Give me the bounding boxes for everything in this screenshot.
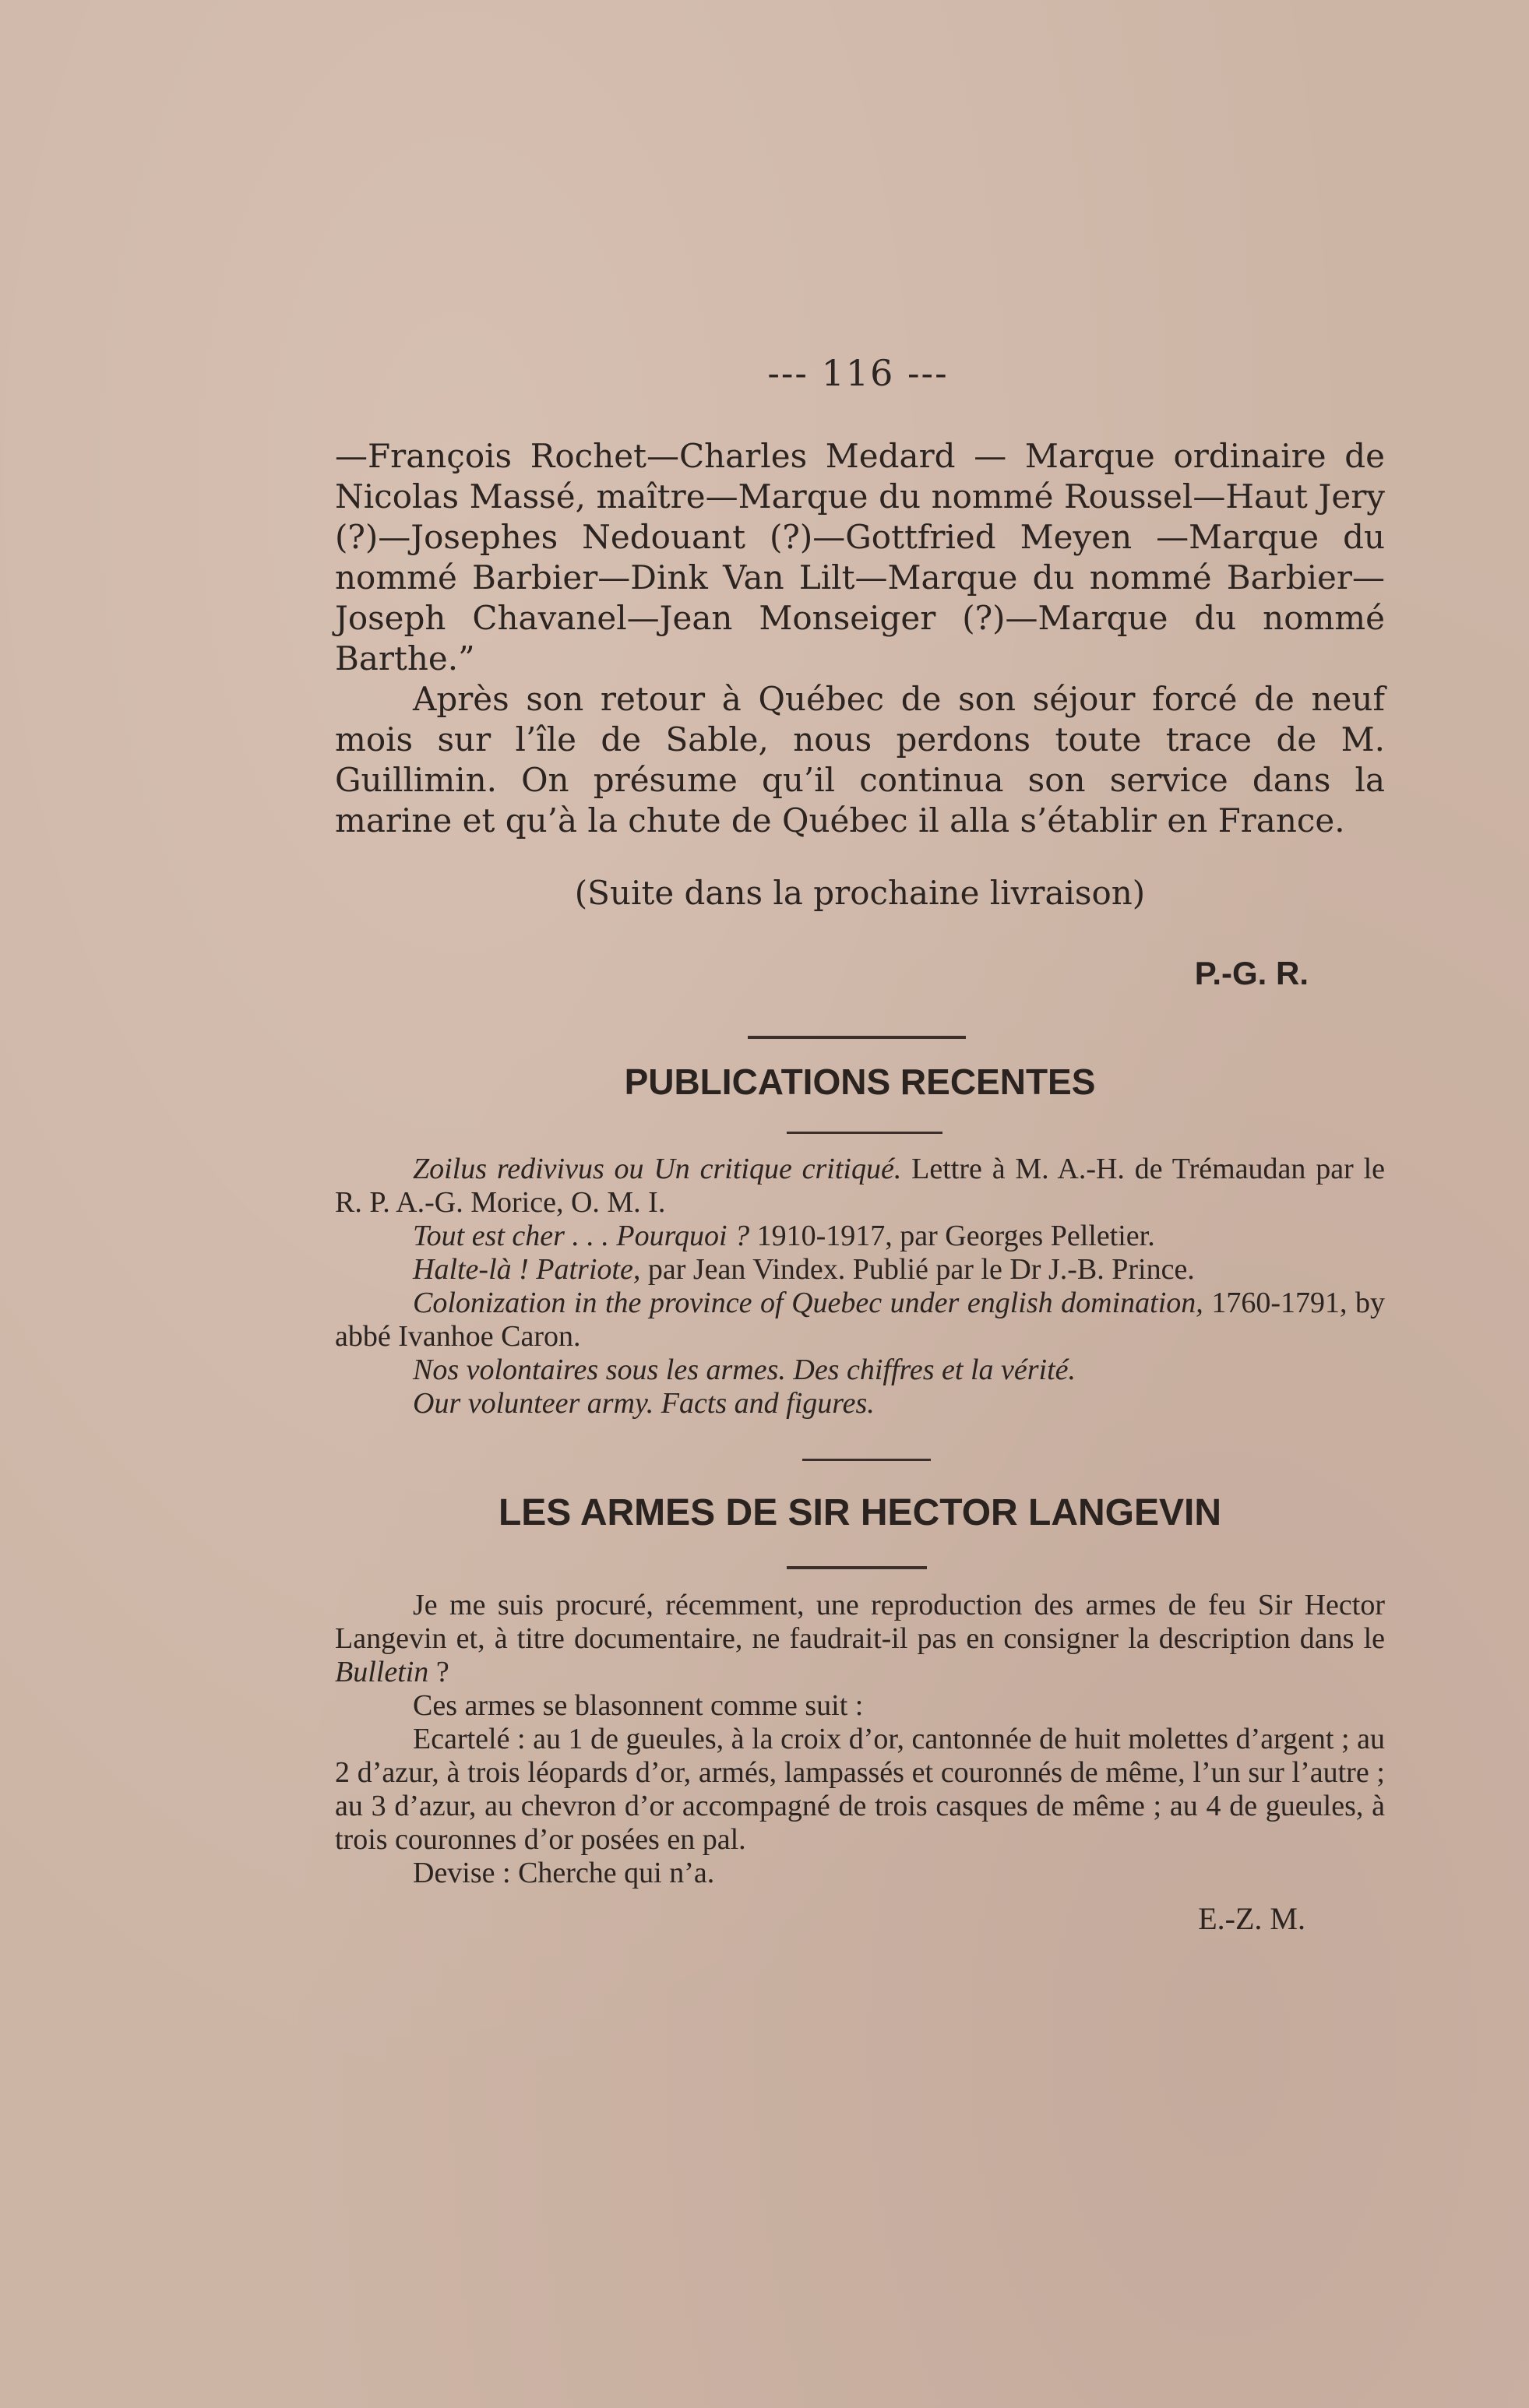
section-divider xyxy=(787,1566,927,1569)
list-item: Our volunteer army. Facts and figures. xyxy=(413,1387,875,1420)
list-item: Nos volontaires sous les armes. Des chiffres et la vérité. xyxy=(413,1354,1076,1386)
paragraph: Après son retour à Québec de son séjour forcé de neuf mois sur l’île de Sable, nous perdons toute trace de M. Guillimin. On présume qu’il continua son service dans la marine et qu’à la chute de Québec il alla s’établir en France. xyxy=(335,680,1385,840)
section-divider xyxy=(787,1132,942,1134)
section-heading: PUBLICATIONS RECENTES xyxy=(624,1061,1096,1102)
section-heading: LES ARMES DE SIR HECTOR LANGEVIN xyxy=(498,1492,1222,1533)
armes-text xyxy=(335,1589,1385,1890)
continuation-note: (Suite dans la prochaine livraison) xyxy=(574,874,1146,912)
list-item: Tout est cher . . . Pourquoi ? 1910-1917, par Georges Pelletier. xyxy=(413,1220,1155,1252)
continuation-text xyxy=(335,436,1385,841)
list-item: Zoilus redivivus ou Un critique critiqué. Lettre à M. A.-H. de Trémaudan par le R. P. A.-G. Morice, O. M. I. xyxy=(335,1153,1386,1219)
author-signature: P.-G. R. xyxy=(1194,955,1309,991)
paragraph: Devise : Cherche qui n’a. xyxy=(413,1857,715,1889)
section-divider xyxy=(748,1036,966,1039)
section-divider xyxy=(802,1459,931,1461)
paragraph: —François Rochet—Charles Medard — Marque ordinaire de Nicolas Massé, maître—Marque du nommé Roussel—Haut Jery (?)—Josephes Nedouant (?)—Gottfried Meyen —Marque du nommé Barbier—Dink Van Lilt—Marque du nommé Barbier—Joseph Chavanel—Jean Monseiger (?)—Marque du nommé Barthe.” xyxy=(335,437,1385,678)
publication-list xyxy=(335,1153,1385,1421)
page-number: --- 116 --- xyxy=(767,352,949,394)
author-signature: E.-Z. M. xyxy=(1198,1901,1305,1936)
paragraph: Ces armes se blasonnent comme suit : xyxy=(413,1689,864,1722)
list-item: Colonization in the province of Quebec under english domination, 1760-1791, by abbé Ivanhoe Caron. xyxy=(335,1287,1385,1353)
paragraph: Ecartelé : au 1 de gueules, à la croix d’or, cantonnée de huit molettes d’argent ; au 2 d’azur, à trois léopards d’or, armés, lampassés et couronnés de même, l’un sur l’autre ; au 3 d’azur, au chevron d’or accompagné de trois casques de même ; au 4 de gueules, à trois couronnes d’or posées en pal. xyxy=(335,1723,1385,1856)
paragraph: Je me suis procuré, récemment, une reproduction des armes de feu Sir Hector Langevin et, à titre documentaire, ne faudrait-il pas en consigner la description dans le Bulletin ? xyxy=(335,1589,1385,1688)
list-item: Halte-là ! Patriote, par Jean Vindex. Publié par le Dr J.-B. Prince. xyxy=(413,1253,1195,1286)
